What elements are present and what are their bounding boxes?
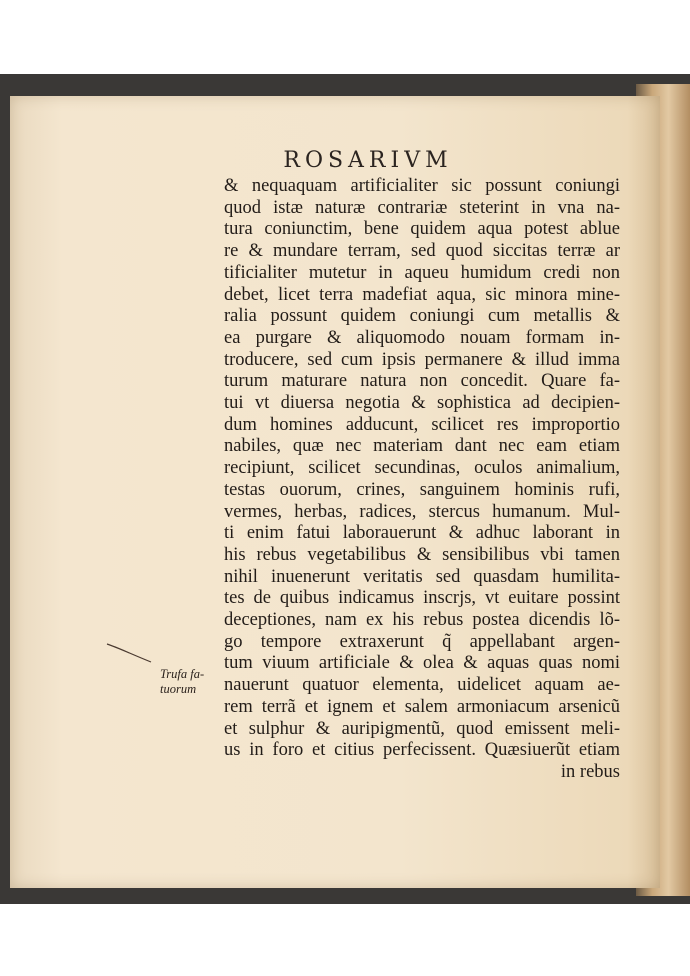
running-head <box>0 148 690 173</box>
text-line: turum maturare natura non concedit. Quare fa- <box>224 371 620 392</box>
text-line: vermes, herbas, radices, stercus humanum. Mul- <box>224 501 620 522</box>
marginal-note-line: tuorum <box>160 682 197 696</box>
marginal-note <box>160 667 220 697</box>
text-line: ralia possunt quidem coniungi cum metallis & <box>224 306 620 327</box>
text-line: us in foro et citius perfecissent. Quæsiuerũt etiam <box>224 740 620 761</box>
text-line: rem terrã et ignem et salem armoniacum arsenicũ <box>224 696 620 717</box>
text-line: tes de quibus indicamus inscrjs, vt euitare possint <box>224 588 620 609</box>
text-line: tum viuum artificiale & olea & aquas quas nomi <box>224 653 620 674</box>
text-line: recipiunt, scilicet secundinas, oculos animalium, <box>224 458 620 479</box>
text-line: nauerunt quatuor elementa, uidelicet aquam ae- <box>224 675 620 696</box>
running-head-title: ROSARIVM <box>283 148 453 173</box>
body-text <box>224 176 620 784</box>
text-line: re & mundare terram, sed quod siccitas terræ ar <box>224 241 620 262</box>
text-line: & nequaquam artificialiter sic possunt coniungi <box>224 176 620 196</box>
text-line: troducere, sed cum ipsis permanere & illud imma <box>224 349 620 370</box>
text-line: go tempore extraxerunt q̃ appellabant argen- <box>224 631 620 652</box>
text-line: deceptiones, nam ex his rebus postea dicendis lõ- <box>224 610 620 631</box>
text-line: tui vt diuersa negotia & sophistica ad decipien- <box>224 393 620 414</box>
text-line: ea purgare & aliquomodo nouam formam in- <box>224 327 620 348</box>
text-line: tificialiter mutetur in aqueu humidum credi non <box>224 262 620 283</box>
text-line: tura coniunctim, bene quidem aqua potest ablue <box>224 219 620 240</box>
text-line: quod istæ naturæ contrariæ steterint in vna na- <box>224 197 620 218</box>
text-line: dum homines adducunt, scilicet res improportio <box>224 414 620 435</box>
catchword: in rebus <box>560 761 620 782</box>
text-line: nabiles, quæ nec materiam dant nec eam etiam <box>224 436 620 457</box>
text-line: nihil inuenerunt veritatis sed quasdam humilita- <box>224 566 620 587</box>
marginal-pen-stroke <box>105 640 155 664</box>
text-line: his rebus vegetabilibus & sensibilibus vbi tamen <box>224 544 620 565</box>
text-line: et sulphur & auripigmentũ, quod emissent meli- <box>224 718 620 739</box>
text-line: testas ouorum, crines, sanguinem hominis rufi, <box>224 479 620 500</box>
marginal-note-line: Trufa fa- <box>160 667 205 681</box>
text-line: debet, licet terra madefiat aqua, sic minora mine- <box>224 284 620 305</box>
text-line: ti enim fatui laborauerunt & adhuc laborant in <box>224 523 620 544</box>
